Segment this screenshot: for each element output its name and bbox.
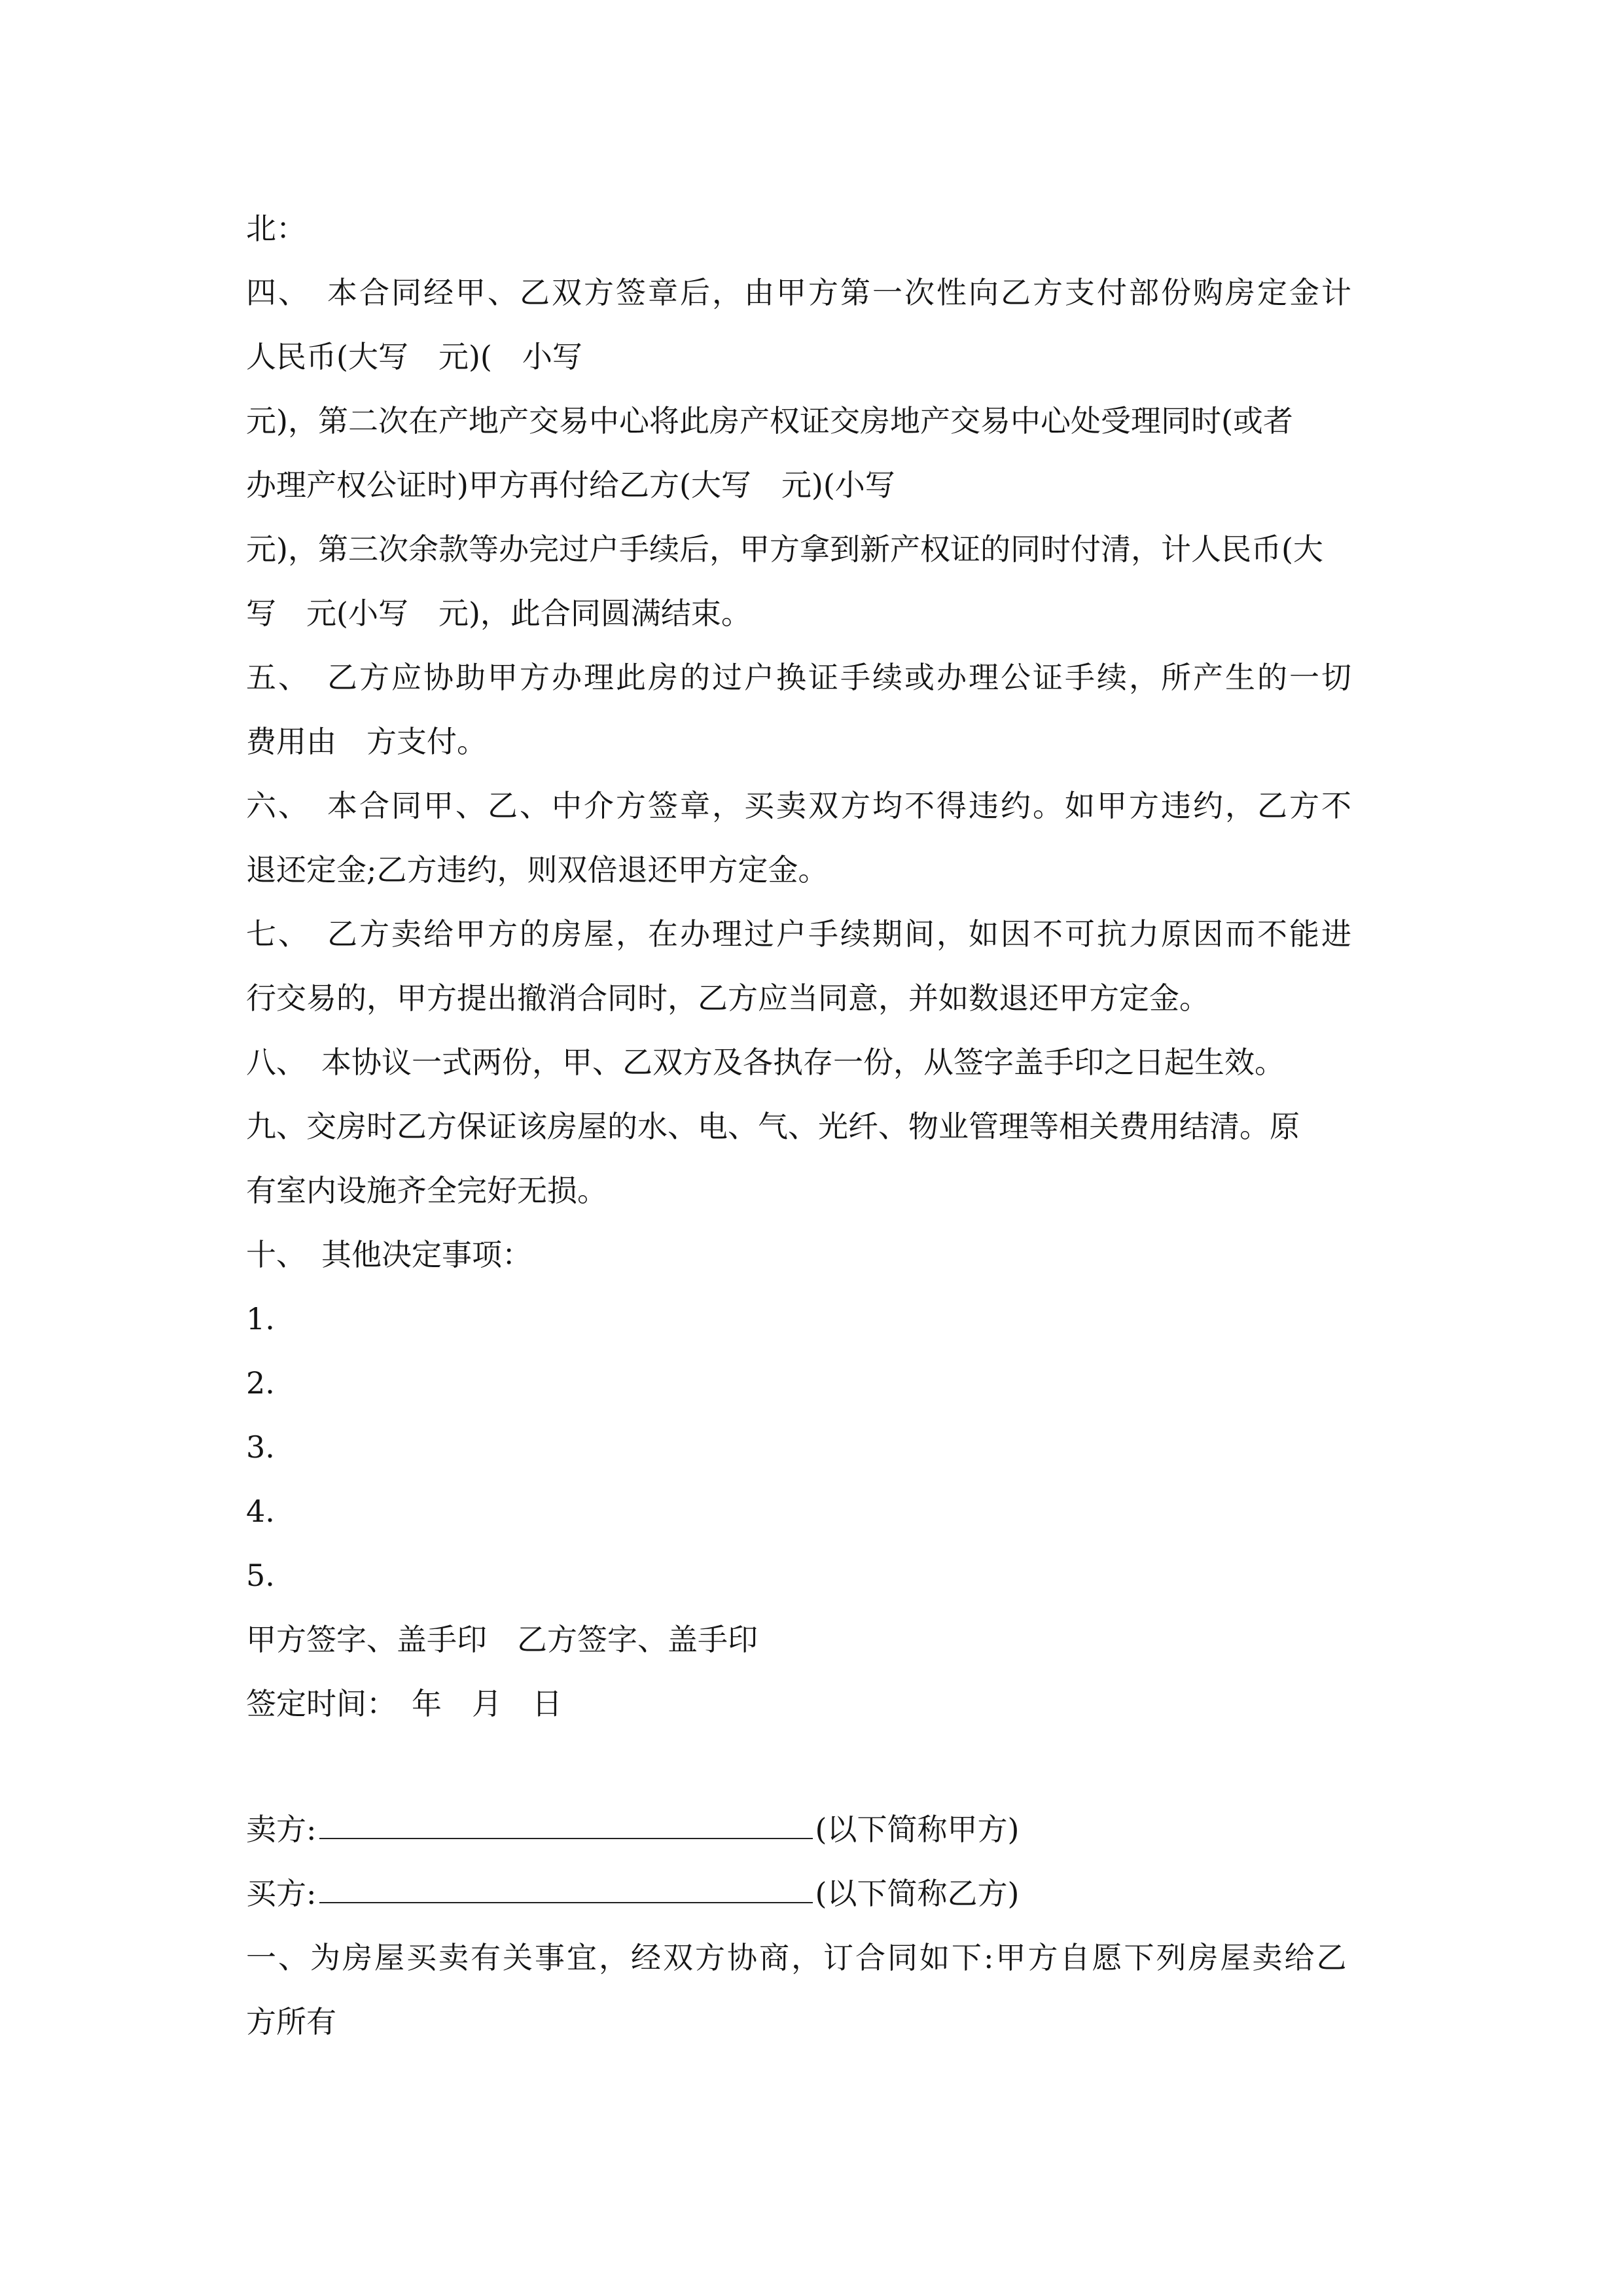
clause-9-line-1: 九、交房时乙方保证该房屋的水、电、气、光纤、物业管理等相关费用结清。原	[246, 1109, 1300, 1144]
buyer-row	[246, 1873, 1378, 1937]
list-item: 4.	[246, 1494, 275, 1529]
clause-4-line-4: 办理产权公证时)甲方再付给乙方(大写 元)(小写	[246, 467, 895, 503]
list-item: 1.	[246, 1301, 275, 1336]
contract-body	[246, 208, 1378, 2066]
text-line: 北：	[246, 211, 306, 246]
seller-name-field[interactable]	[319, 1809, 813, 1839]
clause-9-line-2: 有室内设施齐全完好无损。	[246, 1173, 607, 1208]
clause-4-line-1: 四、 本合同经甲、乙双方签章后，由甲方第一次性向乙方支付部份购房定金计	[246, 275, 1353, 310]
buyer-name-field[interactable]	[319, 1873, 813, 1903]
buyer-label: 买方:	[246, 1876, 317, 1911]
clause-4-line-2: 人民币(大写 元)( 小写	[246, 339, 582, 374]
clause-6-line-1: 六、 本合同甲、乙、中介方签章，买卖双方均不得违约。如甲方违约，乙方不	[246, 788, 1353, 823]
clause-1-line-1: 一、为房屋买卖有关事宜，经双方协商，订合同如下:甲方自愿下列房屋卖给乙	[246, 1940, 1349, 1975]
clause-6-line-2: 退还定金;乙方违约，则双倍退还甲方定金。	[246, 852, 829, 888]
clause-7-line-2: 行交易的，甲方提出撤消合同时，乙方应当同意，并如数退还甲方定金。	[246, 980, 1209, 1016]
clause-5-line-2: 费用由 方支付。	[246, 724, 487, 759]
signature-labels: 甲方签字、盖手印 乙方签字、盖手印	[246, 1622, 758, 1657]
clause-5-line-1: 五、 乙方应协助甲方办理此房的过户换证手续或办理公证手续，所产生的一切	[246, 660, 1353, 695]
clause-4-line-6: 写 元(小写 元)，此合同圆满结束。	[246, 596, 751, 631]
clause-10-heading: 十、 其他决定事项：	[246, 1237, 532, 1272]
signing-date: 签定时间： 年 月 日	[246, 1686, 562, 1721]
list-item: 5.	[246, 1558, 275, 1593]
list-item: 2.	[246, 1365, 275, 1401]
spacer	[246, 1748, 1378, 1809]
clause-4-line-3: 元)，第二次在产地产交易中心将此房产权证交房地产交易中心处受理同时(或者	[246, 403, 1293, 439]
clause-8-line-1: 八、 本协议一式两份，甲、乙双方及各执存一份，从签字盖手印之日起生效。	[246, 1045, 1285, 1080]
seller-label: 卖方:	[246, 1812, 317, 1847]
clause-7-line-1: 七、 乙方卖给甲方的房屋，在办理过户手续期间，如因不可抗力原因而不能进	[246, 916, 1353, 952]
clause-4-line-5: 元)，第三次余款等办完过户手续后，甲方拿到新产权证的同时付清，计人民币(大	[246, 531, 1323, 567]
seller-suffix: (以下简称甲方)	[815, 1812, 1020, 1847]
seller-row	[246, 1809, 1378, 1873]
buyer-suffix: (以下简称乙方)	[815, 1876, 1020, 1911]
clause-1-line-2: 方所有	[246, 2004, 336, 2039]
list-item: 3.	[246, 1429, 275, 1465]
